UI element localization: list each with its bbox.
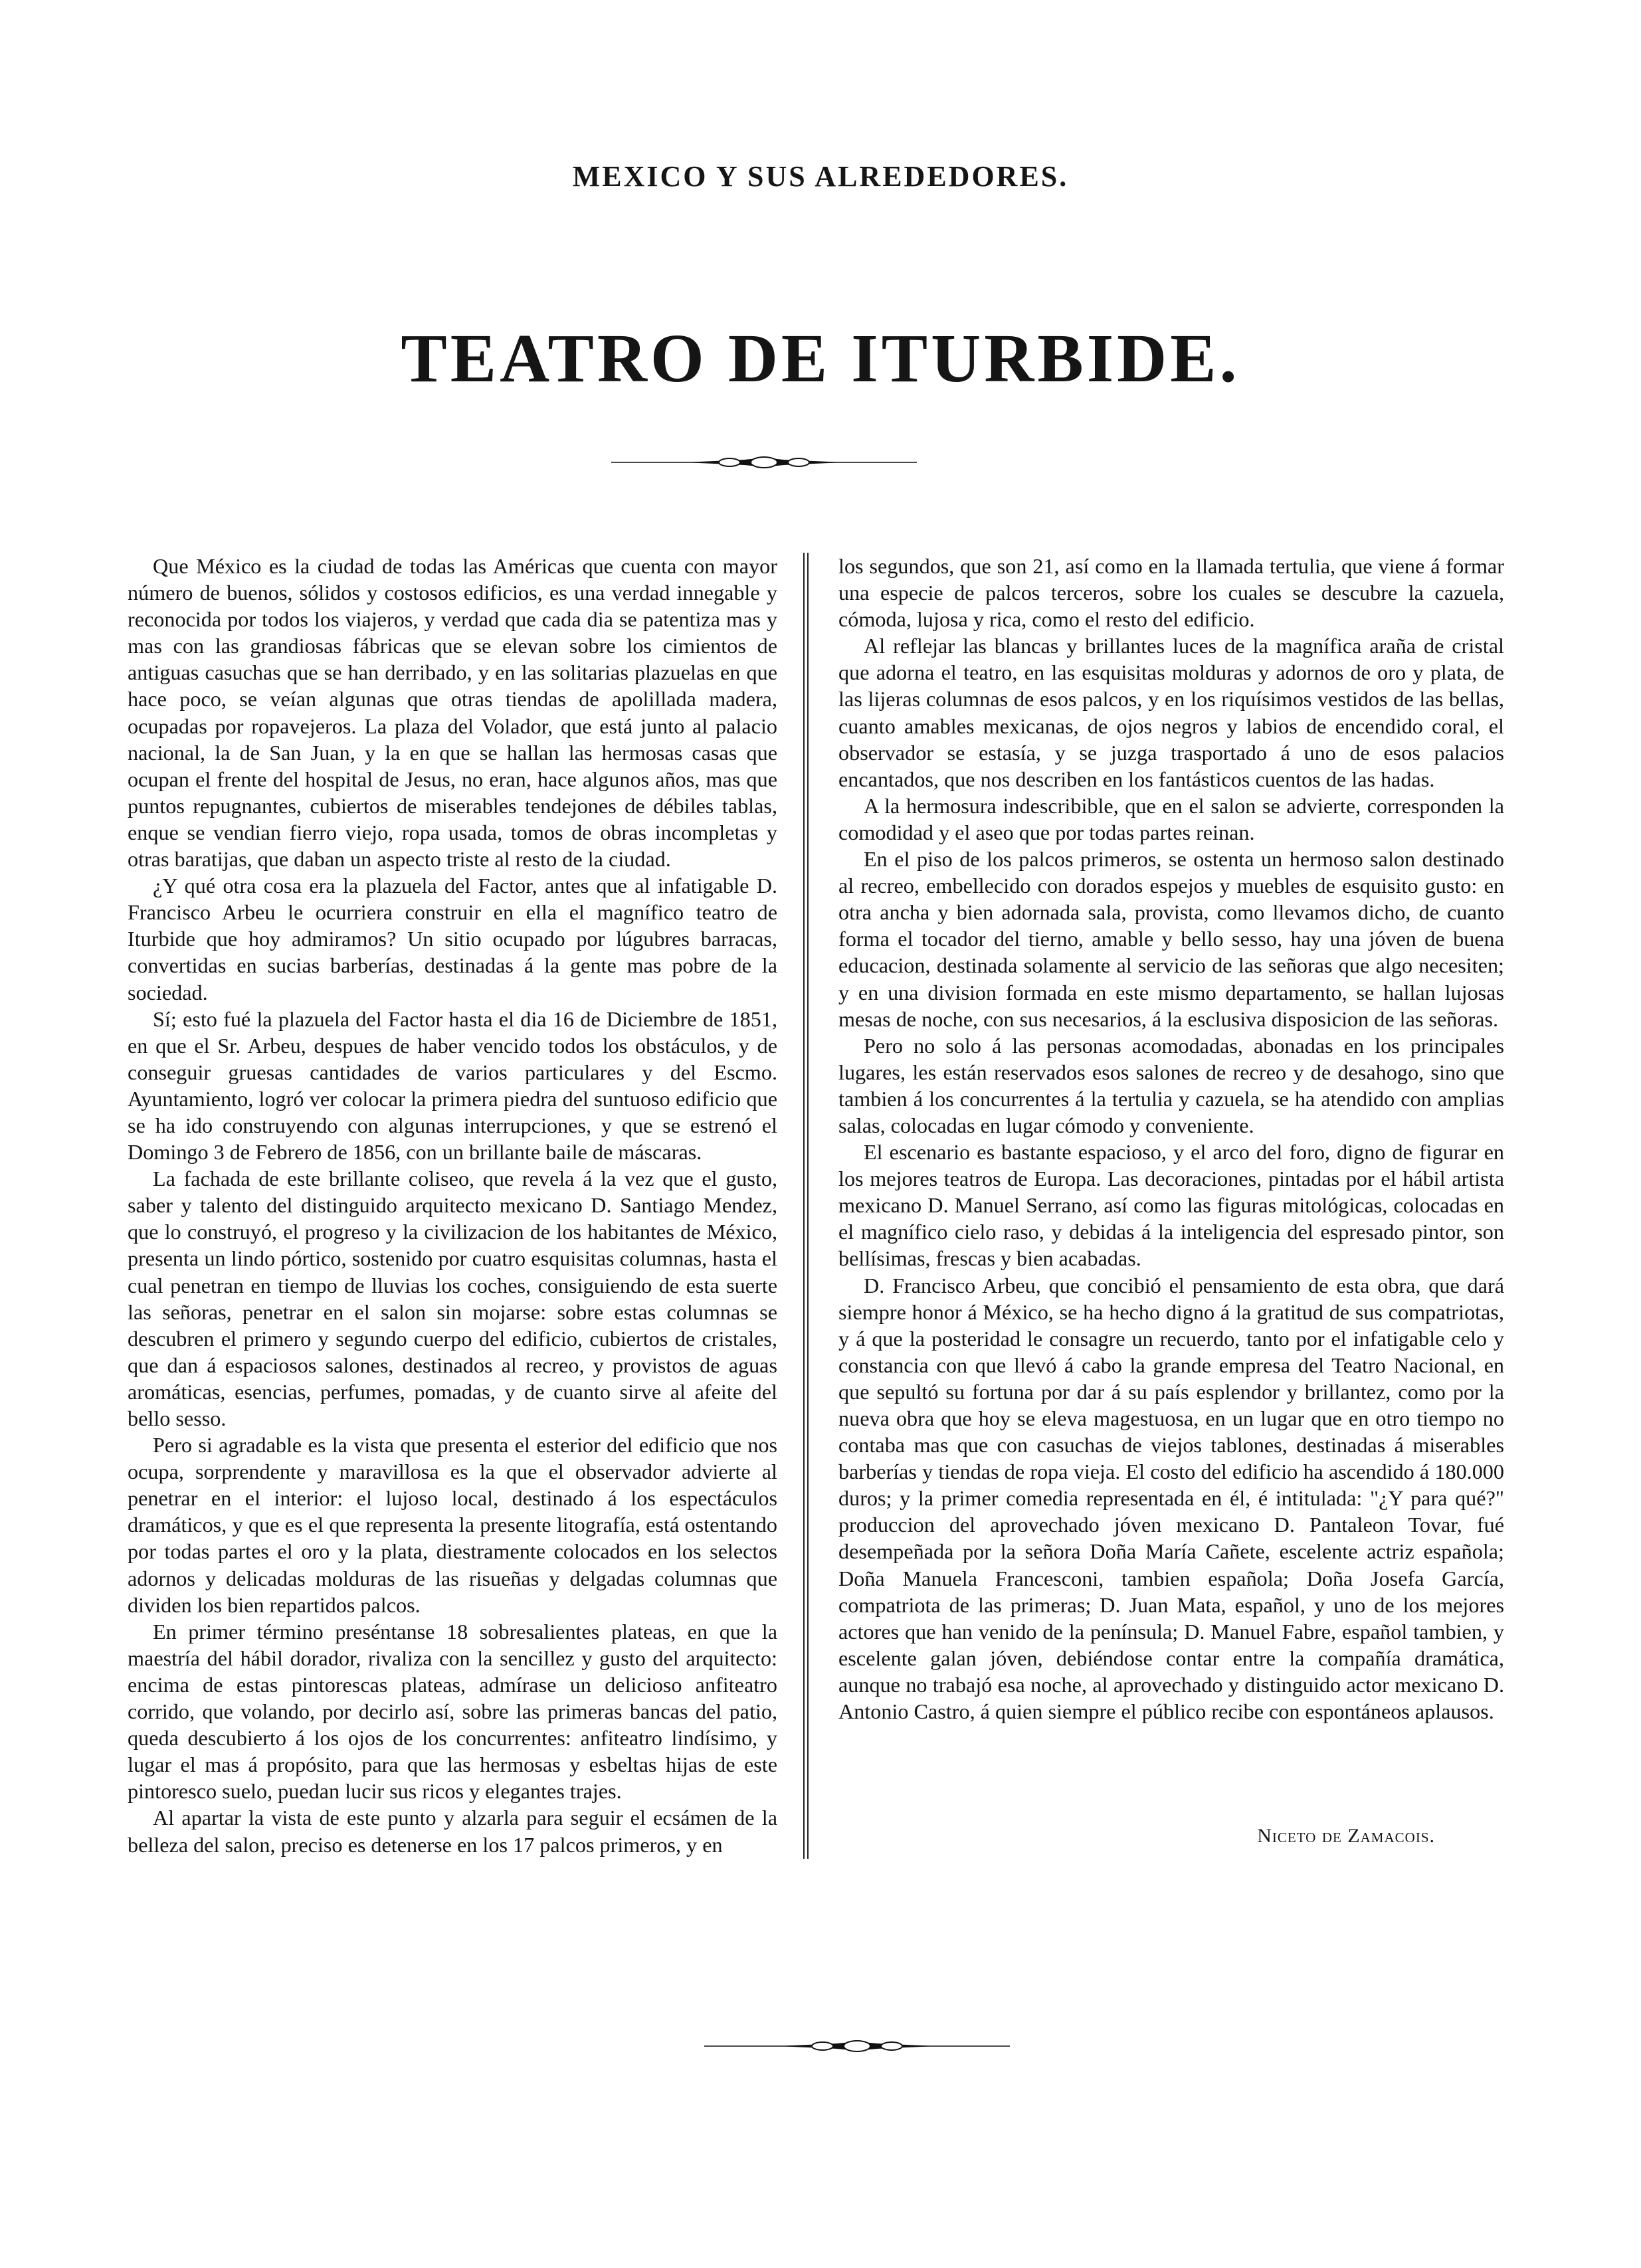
paragraph: Pero si agradable es la vista que presenta el esterior del edificio que nos ocupa, sorprendente y maravillosa es la que el observador advierte al penetrar en el interior: el lujoso local, destinado á los espectáculos dramáticos, y que es el que representa la presente litografía, está ostentando por todas partes el oro y la plata, diestramente colocados en los selectos adornos y delicadas molduras de las risueñas y delgadas columnas que dividen los bien repartidos palcos.: [128, 1433, 777, 1617]
paragraph: La fachada de este brillante coliseo, que revela á la vez que el gusto, saber y talento del distinguido arquitecto mexicano D. Santiago Mendez, que lo construyó, el progreso y la civilizacion de los habitantes de México, presenta un lindo pórtico, sostenido por cuatro esquisitas columnas, hasta el cual penetran en tiempo de lluvias los coches, consiguiendo de esta suerte las señoras, penetrar en el salon sin mojarse: sobre estas columnas se descubren el primero y segundo cuerpo del edificio, cubiertos de cristales, que dan á espaciosos salones, destinados al recreo, y provistos de aguas aromáticas, esencias, perfumes, pomadas, y de cuanto sirve al afeite del bello sesso.: [128, 1167, 777, 1430]
paragraph: ¿Y qué otra cosa era la plazuela del Factor, antes que al infatigable D. Francisco Arbeu le ocurriera construir en ella el magnífico teatro de Iturbide que hoy admiramos? Un sitio ocupado por lúgubres barracas, convertidas en sucias barberías, destinadas á la gente mas pobre de la sociedad.: [128, 874, 777, 1004]
paragraph: En el piso de los palcos primeros, se ostenta un hermoso salon destinado al recreo, embellecido con dorados espejos y muebles de esquisito gusto: en otra ancha y bien adornada sala, provista, como llevamos dicho, de cuanto forma el tocador del tierno, amable y bello sesso, hay una jóven de buena educacion, destinada solamente al servicio de las señoras que algo necesiten; y en una division formada en este mismo departamento, se hallan lujosas mesas de noche, con sus necesarios, á la esclusiva disposicion de las señoras.: [838, 847, 1504, 1031]
ornamental-rule-icon: [704, 2037, 1010, 2055]
paragraph: El escenario es bastante espacioso, y el arco del foro, digno de figurar en los mejores teatros de Europa. Las decoraciones, pintadas por el hábil artista mexicano D. Manuel Serrano, así como las figuras mitológicas, colocadas en el magnífico cielo raso, y debidas á la inteligencia del espresado pintor, son bellísimas, frescas y bien acabadas.: [838, 1140, 1504, 1271]
paragraph: Pero no solo á las personas acomodadas, abonadas en los principales lugares, les están reservados esos salones de recreo y de desahogo, sino que tambien á los concurrentes á la tertulia y cazuela, se ha atendido con amplias salas, colocadas en lugar cómodo y conveniente.: [838, 1033, 1504, 1137]
author-signature: Niceto de Zamacois.: [1257, 1825, 1435, 1847]
right-column: [838, 553, 1504, 1725]
running-head: MEXICO Y SUS ALREDEDORES.: [572, 160, 1069, 193]
paragraph: D. Francisco Arbeu, que concibió el pensamiento de esta obra, que dará siempre honor á México, se ha hecho digno á la gratitud de sus compatriotas, y á que la posteridad le consagre un recuerdo, tanto por el infatigable celo y constancia con que llevó á cabo la grande empresa del Teatro Nacional, en que sepultó su fortuna por dar á su país esplendor y brillantez, como por la nueva obra que hoy se eleva magestuosa, en un lugar que en otro tiempo no contaba mas que con casuchas de viejos tablones, destinadas á miserables barberías y tiendas de ropa vieja. El costo del edificio ha ascendido á 180.000 duros; y la primer comedia representada en él, é intitulada: "¿Y para qué?" produccion del aprovechado jóven mexicano D. Pantaleon Tovar, fué desempeñada por la señora Doña María Cañete, escelente actriz española; Doña Manuela Francesconi, tambien española; Doña Josefa García, compatriota de las primeras; D. Juan Mata, español, y uno de los mejores actores que han venido de la península; D. Manuel Fabre, español tambien, y escelente galan jóven, debiéndose contar entre la compañía dramática, aunque no trabajó esa noche, al aprovechado y distinguido actor mexicano D. Antonio Castro, á quien siempre el público recibe con espontáneos aplausos.: [838, 1273, 1504, 1724]
ornamental-rule-icon: [611, 454, 917, 471]
paragraph: Al reflejar las blancas y brillantes luces de la magnífica araña de cristal que adorna el teatro, en las esquisitas molduras y adornos de oro y plata, de las lijeras columnas de esos palcos, y en los riquísimos vestidos de las bellas, cuanto amables mexicanas, de ojos negros y labios de encendido coral, el observador se estasía, y se juzga trasportado á uno de esos palacios encantados, que nos describen en los fantásticos cuentos de las hadas.: [838, 634, 1504, 791]
left-column: [128, 553, 777, 1858]
paragraph: A la hermosura indescribible, que en el salon se advierte, corresponden la comodidad y el aseo que por todas partes reinan.: [838, 793, 1504, 844]
paragraph: Sí; esto fué la plazuela del Factor hasta el dia 16 de Diciembre de 1851, en que el Sr. Arbeu, despues de haber vencido todos los obstáculos, y de conseguir gruesas cantidades de varios particulares y del Escmo. Ayuntamiento, logró ver colocar la primera piedra del suntuoso edificio que se ha ido construyendo con algunas interrupciones, y que se estrenó el Domingo 3 de Febrero de 1856, con un brillante baile de máscaras.: [128, 1006, 777, 1165]
paragraph: Que México es la ciudad de todas las Américas que cuenta con mayor número de buenos, sólidos y costosos edificios, es una verdad innegable y reconocida por todos los viajeros, y verdad que cada dia se patentiza mas y mas con las grandiosas fábricas que se elevan sobre los cimientos de antiguas casuchas que se han derribado, y en las solitarias plazuelas en que hace poco, se veían algunas que otras tiendas de apolillada madera, ocupadas por ropavejeros. La plaza del Volador, que está junto al palacio nacional, la de San Juan, y la en que se hallan las hermosas casas que ocupan el frente del hospital de Jesus, no eran, hace algunos años, mas que puntos repugnantes, cubiertos de miserables tendejones de débiles tablas, enque se vendian fierro viejo, ropa usada, tomos de obras incompletas y otras baratijas, que daban un aspecto triste al resto de la ciudad.: [128, 554, 777, 872]
paragraph: Al apartar la vista de este punto y alzarla para seguir el ecsámen de la belleza del salon, preciso es detenerse en los 17 palcos primeros, y en: [128, 1806, 777, 1857]
page-title: TEATRO DE ITURBIDE.: [401, 320, 1240, 397]
paragraph: En primer término preséntanse 18 sobresalientes plateas, en que la maestría del hábil dorador, rivaliza con la sencillez y gusto del arquitecto: encima de estas pintorescas plateas, admírase un delicioso anfiteatro corrido, que volando, por decirlo así, sobre las primeras bancas del patio, queda descubierto á los ojos de los concurrentes: anfiteatro lindísimo, y lugar el mas á propósito, para que las hermosas y esbeltas hijas de este pintoresco suelo, puedan lucir sus ricos y elegantes trajes.: [128, 1619, 777, 1804]
column-divider: [803, 553, 809, 1859]
paragraph-continued: los segundos, que son 21, así como en la llamada tertulia, que viene á formar una especie de palcos terceros, sobre los cuales se descubre la cazuela, cómoda, lujosa y rica, como el resto del edificio.: [838, 554, 1504, 632]
